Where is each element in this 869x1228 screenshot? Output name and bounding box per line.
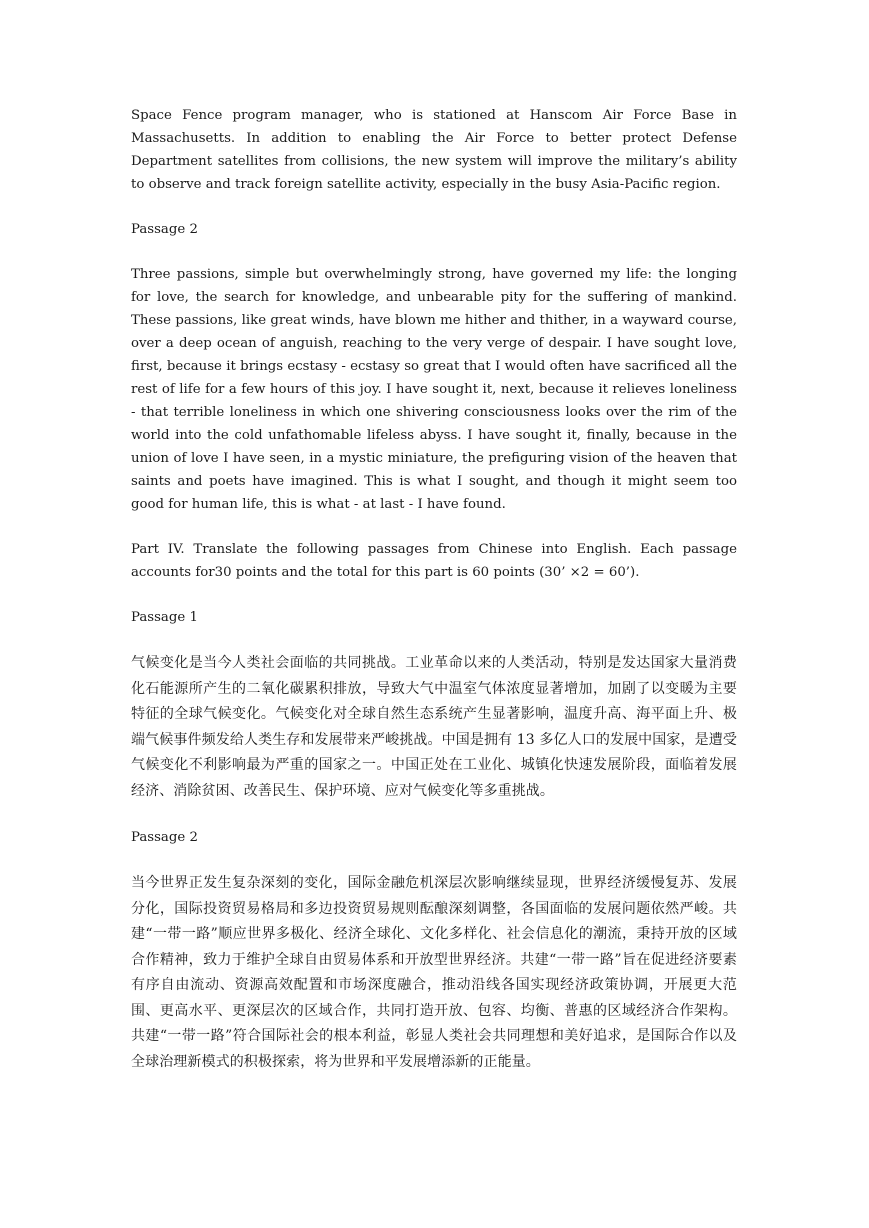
paragraph-part-iv-instructions: Part IV. Translate the following passages from Chinese into English. Each passage accounts for30 points and the total for this part is 60 points (30’ ×2 = 60’). — [131, 542, 737, 580]
heading-passage-2-chinese: Passage 2 — [131, 830, 198, 845]
paragraph-space-fence: Space Fence program manager, who is stationed at Hanscom Air Force Base in Massachusetts. In addition to enabling the Air Force to better protect Defense Department satellites from collisions, the new system will improve the military’s ability to observe and track foreign satellite activity, especially in the busy Asia-Pacific region. — [131, 108, 737, 192]
paragraph-three-passions: Three passions, simple but overwhelmingly strong, have governed my life: the longing for love, the search for knowledge, and unbearable pity for the suffering of mankind. These passions, like great winds, have blown me hither and thither, in a wayward course, over a deep ocean of anguish, reaching to the very verge of despair. I have sought love, first, because it brings ecstasy - ecstasy so great that I would often have sacrificed all the rest of life for a few hours of this joy. I have sought it, next, because it relieves loneliness - that terrible loneliness in which one shivering consciousness looks over the rim of the world into the cold unfathomable lifeless abyss. I have sought it, finally, because in the union of love I have seen, in a mystic miniature, the prefiguring vision of the heaven that saints and poets have imagined. This is what I sought, and though it might seem too good for human life, this is what - at last - I have found. — [131, 267, 737, 512]
paragraph-belt-and-road: 当今世界正发生复杂深刻的变化，国际金融危机深层次影响继续显现，世界经济缓慢复苏、发展分化，国际投资贸易格局和多边投资贸易规则酝酿深刻调整，各国面临的发展问题依然严峻。共建“一带一路”顺应世界多极化、经济全球化、文化多样化、社会信息化的潮流，秉持开放的区域合作精神，致力于维护全球自由贸易体系和开放型世界经济。共建“一带一路”旨在促进经济要素有序自由流动、资源高效配置和市场深度融合，推动沿线各国实现经济政策协调，开展更大范围、更高水平、更深层次的区域合作，共同打造开放、包容、均衡、普惠的区域经济合作架构。共建“一带一路”符合国际社会的根本利益，彰显人类社会共同理想和美好追求，是国际合作以及全球治理新模式的积极探索，将为世界和平发展增添新的正能量。 — [131, 875, 737, 1070]
heading-passage-1: Passage 1 — [131, 610, 198, 625]
heading-passage-2: Passage 2 — [131, 222, 198, 237]
document-page — [131, 104, 737, 1097]
paragraph-climate-change: 气候变化是当今人类社会面临的共同挑战。工业革命以来的人类活动，特别是发达国家大量消费化石能源所产生的二氧化碳累积排放，导致大气中温室气体浓度显著增加，加剧了以变暖为主要特征的全球气候变化。气候变化对全球自然生态系统产生显著影响，温度升高、海平面上升、极端气候事件频发给人类生存和发展带来严峻挑战。中国是拥有 13 多亿人口的发展中国家，是遭受气候变化不利影响最为严重的国家之一。中国正处在工业化、城镇化快速发展阶段，面临着发展经济、消除贫困、改善民生、保护环境、应对气候变化等多重挑战。 — [131, 655, 737, 799]
